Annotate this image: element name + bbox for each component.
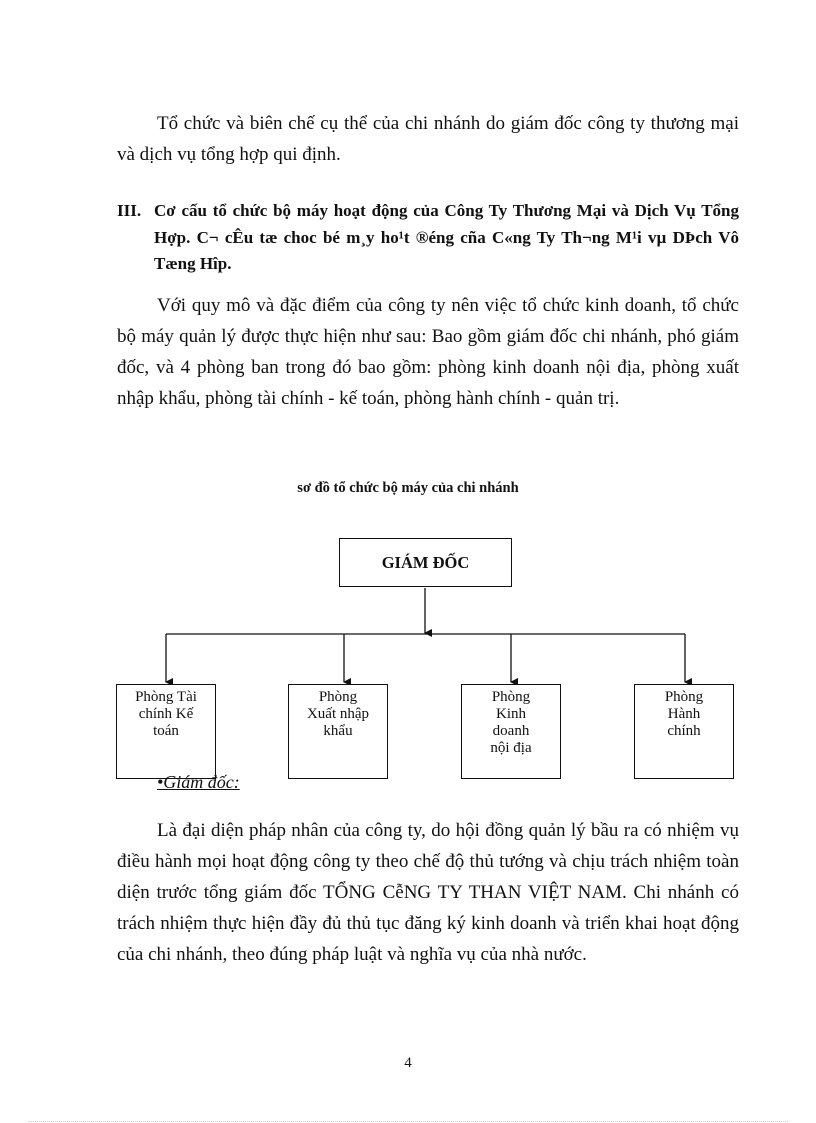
dept-line: Phòng Tài <box>135 689 197 705</box>
dept-line: khẩu <box>323 723 353 739</box>
dept-line: Hành <box>667 706 701 722</box>
paragraph-structure-text: Với quy mô và đặc điểm của công ty nên việc tổ chức kinh doanh, tổ chức bộ máy quản lý được thực hiện như sau: Bao gồm giám đốc chi nhánh, phó giám đốc, và 4 phòng ban trong đó bao gồm: phòng kinh doanh nội địa, phòng xuất nhập khẩu, phòng tài chính - kế toán, phòng hành chính - quản trị. <box>117 295 739 409</box>
dept-line: Kinh <box>496 706 526 722</box>
org-dept-finance <box>116 684 216 779</box>
paragraph-intro-text: Tổ chức và biên chế cụ thể của chi nhánh do giám đốc công ty thương mại và dịch vụ tổng hợp qui định. <box>117 113 739 165</box>
dept-line: chính Kế <box>138 706 194 722</box>
paragraph-director-text: Là đại diện pháp nhân của công ty, do hội đồng quản lý bầu ra có nhiệm vụ điều hành mọi hoạt động công ty theo chế độ thủ tướng và chịu trách nhiệm toàn diện trước tổng giám đốc TỔNG CễNG TY THAN VIỆT NAM. Chi nhánh có trách nhiệm thực hiện đầy đủ thủ tục đăng ký kinh doanh và triển khai hoạt động của chi nhánh, theo đúng pháp luật và nghĩa vụ của nhà nước. <box>117 820 739 965</box>
diagram-title: sơ đồ tổ chức bộ máy của chi nhánh <box>297 480 519 496</box>
dept-line: doanh <box>492 723 530 739</box>
page-number: 4 <box>404 1055 412 1071</box>
page-bottom-divider <box>28 1121 788 1122</box>
dept-line: toán <box>153 723 179 739</box>
dept-line: Phòng <box>664 689 704 705</box>
dept-line: chính <box>667 723 701 739</box>
org-dept-administration <box>634 684 734 779</box>
dept-line: Xuất nhập <box>306 706 370 722</box>
dept-line: Phòng <box>318 689 358 705</box>
dept-line: Phòng <box>491 689 531 705</box>
dept-line: nội địa <box>490 740 532 756</box>
section-title: Cơ cấu tổ chức bộ máy hoạt động của Công Ty Thương Mại và Dịch Vụ Tổng Hợp. C¬ cÊu tæ choc bé m¸y ho¹t ®éng cña C«ng Ty Th¬ng M¹i vµ DÞch Vô Tæng Hîp. <box>154 201 739 273</box>
org-dept-import-export <box>288 684 388 779</box>
org-dept-domestic-business <box>461 684 561 779</box>
org-director-box: GIÁM ĐỐC <box>339 538 512 587</box>
director-subheading: •Giám đốc: <box>157 772 240 792</box>
section-number: III. <box>117 201 142 220</box>
paragraph-director <box>117 815 739 970</box>
